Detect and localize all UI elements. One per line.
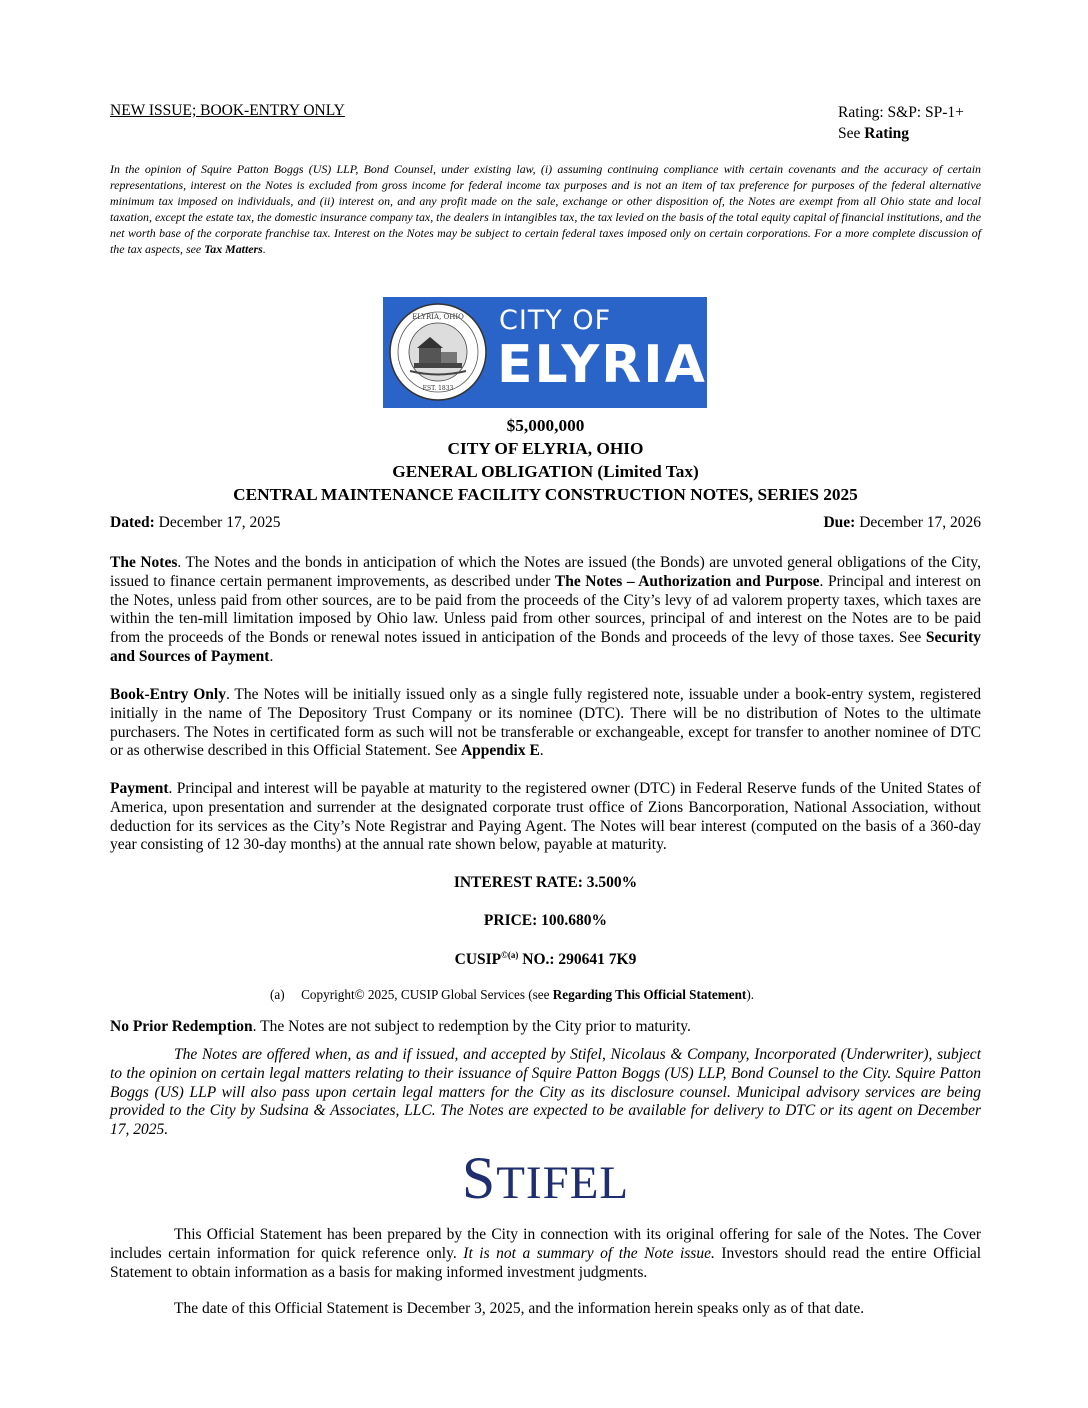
city-seal-icon bbox=[388, 302, 488, 402]
issue-type: NEW ISSUE; BOOK-ENTRY ONLY bbox=[110, 102, 345, 119]
logo-city-of: CITY OF bbox=[499, 305, 612, 336]
rating-ref: Rating bbox=[864, 125, 910, 142]
amount: $5,000,000 bbox=[506, 416, 585, 435]
offering-paragraph: The Notes are offered when, as and if issued, and accepted by Stifel, Nicolaus & Company, Incorporated (Underwriter), subject to the opinion on certain legal matters relating to their issuance of Squire Patton Boggs (US) LLP, Bond Counsel to the City. Squire Patton Boggs (US) LLP will also pass upon certain legal matters for the City as its disclosure counsel. Municipal advisory services are being provided to the City by Sudsina & Associates, LLC. The Notes are expected to be available for delivery to DTC or its agent on December 17, 2025. bbox=[110, 1046, 981, 1139]
seal-top-text: ELYRIA, OHIO bbox=[412, 313, 464, 321]
city-logo bbox=[383, 297, 707, 408]
dates-line bbox=[110, 514, 981, 532]
issuer: CITY OF ELYRIA, OHIO bbox=[447, 439, 644, 458]
title-block bbox=[110, 414, 981, 506]
obligation: GENERAL OBLIGATION (Limited Tax) bbox=[392, 462, 699, 481]
rating-block bbox=[838, 102, 964, 144]
rating-line: Rating: S&P: SP-1+ bbox=[838, 104, 964, 121]
cusip-footnote: (a) Copyright© 2025, CUSIP Global Services (see Regarding This Official Statement). bbox=[270, 987, 755, 1002]
stifel-logo: STIFEL bbox=[461, 1145, 630, 1211]
dated: Dated: December 17, 2025 bbox=[110, 514, 281, 531]
tax-matters-ref: Tax Matters bbox=[204, 241, 263, 256]
statement-paragraph: This Official Statement has been prepared by the City in connection with its original offering for sale of the Notes. The Cover includes certain information for quick reference only. It is not a summary of the Note issue. Investors should read the entire Official Statement to obtain information as a basis for making informed investment judgments. bbox=[110, 1226, 982, 1281]
seal-bottom-text: EST. 1833 bbox=[422, 385, 454, 392]
notes-paragraph: The Notes. The Notes and the bonds in anticipation of which the Notes are issued (the Bonds) are unvoted general obligations of the City, issued to finance certain permanent improvements, as described under The Notes – Authorization and Purpose. Principal and interest on the Notes, unless paid from other sources, are to be paid from the proceeds of the City’s levy of ad valorem property taxes, which taxes are within the ten-mill limitation imposed by Ohio law. Unless paid from other sources, principal of and interest on the Notes are to be paid from the proceeds of the Bonds or renewal notes issued in anticipation of the Bonds and proceeds of the levy of those taxes. See Security and Sources of Payment. bbox=[110, 554, 981, 665]
security-ref: Security and Sources of Payment bbox=[110, 629, 981, 665]
rating-see: See Rating bbox=[838, 125, 910, 142]
authorization-ref: The Notes – Authorization and Purpose bbox=[554, 572, 820, 590]
date-paragraph: The date of this Official Statement is December 3, 2025, and the information herein speaks only as of that date. bbox=[174, 1300, 865, 1317]
cusip: $CUSIP^{©(a)}$ NO.: 290641 7K9 bbox=[454, 950, 637, 969]
regarding-statement-ref: Regarding This Official Statement bbox=[552, 987, 747, 1002]
price: PRICE: 100.680% bbox=[483, 912, 608, 929]
appendix-e-ref: Appendix E bbox=[460, 742, 540, 760]
due: Due: December 17, 2026 bbox=[823, 514, 981, 531]
book-entry-paragraph: Book-Entry Only. The Notes will be initially issued only as a single fully registered note, issuable under a book-entry system, registered initially in the name of The Depository Trust Company or its nominee (DTC). There will be no distribution of Notes to the ultimate purchasers. The Notes in certificated form as such will not be transferable or exchangeable, except for transfer to another nominee of DTC or as otherwise described in this Official Statement. See Appendix E. bbox=[110, 686, 981, 760]
logo-city-name: ELYRIA bbox=[497, 335, 707, 395]
series: CENTRAL MAINTENANCE FACILITY CONSTRUCTION NOTES, SERIES 2025 bbox=[233, 485, 858, 504]
payment-paragraph: Payment. Principal and interest will be payable at maturity to the registered owner (DTC) in Federal Reserve funds of the United States of America, upon presentation and surrender at the designated corporate trust office of Zions Bancorporation, National Association, without deduction for its services as the City’s Note Registrar and Paying Agent. The Notes will bear interest (computed on the basis of a 360-day year consisting of 12 30-day months) at the annual rate shown below, payable at maturity. bbox=[110, 780, 981, 854]
redemption-paragraph: No Prior Redemption. The Notes are not subject to redemption by the City prior to maturity. bbox=[110, 1018, 691, 1035]
tax-opinion: In the opinion of Squire Patton Boggs (US) LLP, Bond Counsel, under existing law, (i) assuming continuing compliance with certain covenants and the accuracy of certain representations, interest on the Notes is excluded from gross income for federal income tax purposes and is not an item of tax preference for purposes of the federal alternative minimum tax imposed on individuals, and (ii) interest on, and any profit made on the sale, exchange or other disposition of, the Notes are exempt from all Ohio state and local taxation, except the estate tax, the domestic insurance company tax, the dealers in intangibles tax, the tax levied on the basis of the total equity capital of financial institutions, and the net worth base of the corporate franchise tax. Interest on the Notes may be subject to certain federal taxes imposed only on certain corporations. For a more complete discussion of the tax aspects, see Tax Matters. bbox=[110, 162, 981, 256]
interest-rate: INTEREST RATE: 3.500% bbox=[453, 874, 638, 891]
